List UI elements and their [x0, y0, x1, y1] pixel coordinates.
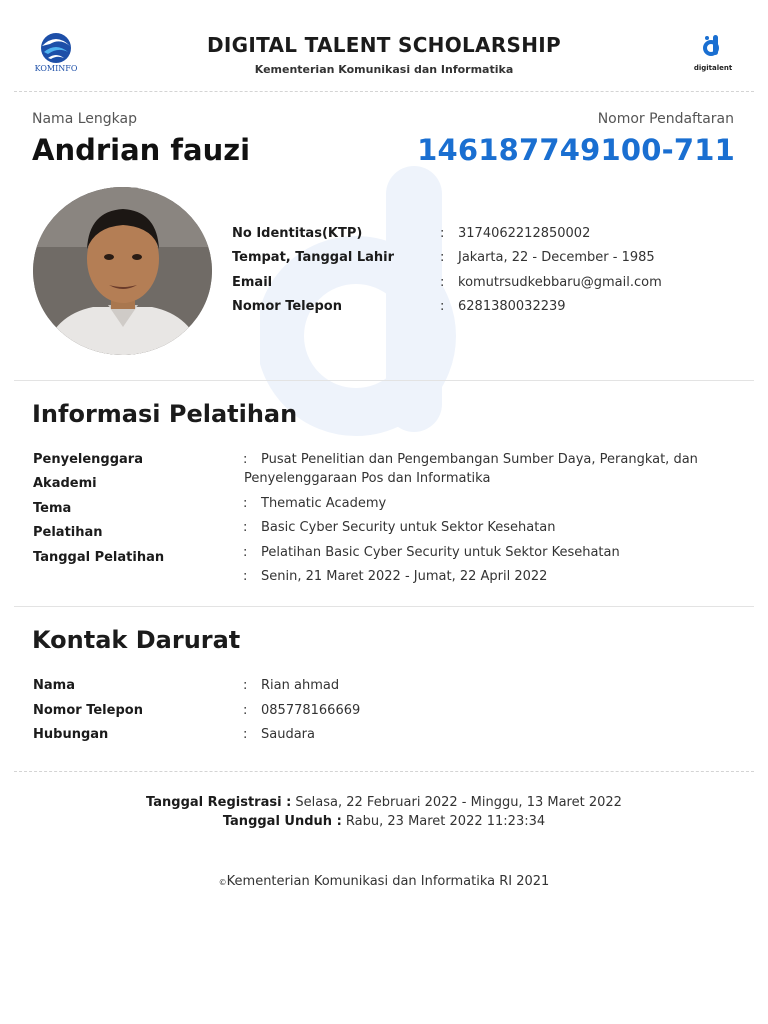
emergency-phone-value: 085778166669 — [261, 703, 361, 718]
separator: : — [243, 496, 248, 511]
organizer-label: Penyelenggara — [33, 452, 143, 467]
full-name: Andrian fauzi — [32, 133, 251, 167]
page-subtitle: Kementerian Komunikasi dan Informatika — [254, 63, 514, 76]
emergency-relation-value: Saudara — [261, 727, 315, 742]
registration-number-label: Nomor Pendaftaran — [597, 111, 734, 127]
separator: : — [440, 226, 445, 241]
email-value: komutrsudkebbaru@gmail.com — [458, 275, 662, 290]
emergency-relation-label: Hubungan — [33, 727, 109, 742]
phone-label: Nomor Telepon — [232, 299, 342, 314]
kominfo-logo-text: KOMINFO — [34, 64, 78, 73]
separator: : — [243, 545, 248, 560]
academy-value: Thematic Academy — [261, 496, 387, 511]
emergency-name-label: Nama — [33, 678, 75, 693]
training-date-value: Senin, 21 Maret 2022 - Jumat, 22 April 2022 — [261, 569, 548, 584]
digitalent-icon — [701, 34, 725, 58]
birth-place-date-value: Jakarta, 22 - December - 1985 — [458, 250, 655, 265]
organizer-value-line2: Penyelenggaraan Pos dan Informatika — [244, 471, 491, 486]
separator: : — [440, 275, 445, 290]
registration-date-label: Tanggal Registrasi : — [146, 795, 292, 810]
separator: : — [243, 727, 248, 742]
separator: : — [243, 703, 248, 718]
separator: : — [243, 569, 248, 584]
training-date-label: Tanggal Pelatihan — [33, 550, 165, 565]
download-date — [0, 814, 768, 829]
emergency-phone-label: Nomor Telepon — [33, 703, 143, 718]
digitalent-logo — [688, 34, 738, 74]
separator: : — [243, 520, 248, 535]
organizer-value-line1: Pusat Penelitian dan Pengembangan Sumber Daya, Perangkat, dan — [261, 452, 698, 467]
training-section-title: Informasi Pelatihan — [32, 400, 298, 428]
section-divider — [14, 606, 754, 607]
copyright-icon: © — [218, 878, 227, 887]
phone-value: 6281380032239 — [458, 299, 566, 314]
registration-number: 146187749100-711 — [417, 133, 735, 167]
emergency-name-value: Rian ahmad — [261, 678, 340, 693]
theme-label: Tema — [33, 501, 72, 516]
birth-place-date-label: Tempat, Tanggal Lahir — [232, 250, 395, 265]
separator: : — [440, 250, 445, 265]
download-date-label: Tanggal Unduh : — [222, 814, 342, 829]
copyright — [0, 874, 768, 889]
section-divider — [14, 380, 754, 381]
registration-date — [0, 795, 768, 810]
identity-number-value: 3174062212850002 — [458, 226, 591, 241]
profile-photo — [33, 187, 212, 355]
download-date-value: Rabu, 23 Maret 2022 11:23:34 — [345, 814, 546, 829]
separator: : — [243, 452, 248, 467]
email-label: Email — [232, 275, 273, 290]
academy-label: Akademi — [33, 476, 97, 491]
theme-value: Basic Cyber Security untuk Sektor Kesehatan — [261, 520, 556, 535]
emergency-section-title: Kontak Darurat — [32, 626, 241, 654]
registration-date-value: Selasa, 22 Februari 2022 - Minggu, 13 Maret 2022 — [295, 795, 622, 810]
digitalent-logo-text: digitalent — [693, 64, 733, 72]
training-label: Pelatihan — [33, 525, 103, 540]
identity-number-label: No Identitas(KTP) — [232, 226, 363, 241]
footer-divider — [14, 771, 754, 772]
page-title: DIGITAL TALENT SCHOLARSHIP — [207, 33, 561, 57]
separator: : — [440, 299, 445, 314]
full-name-label: Nama Lengkap — [32, 111, 137, 127]
training-value: Pelatihan Basic Cyber Security untuk Sektor Kesehatan — [261, 545, 620, 560]
header-divider — [14, 91, 754, 92]
separator: : — [243, 678, 248, 693]
copyright-text: Kementerian Komunikasi dan Informatika RI 2021 — [226, 874, 550, 889]
